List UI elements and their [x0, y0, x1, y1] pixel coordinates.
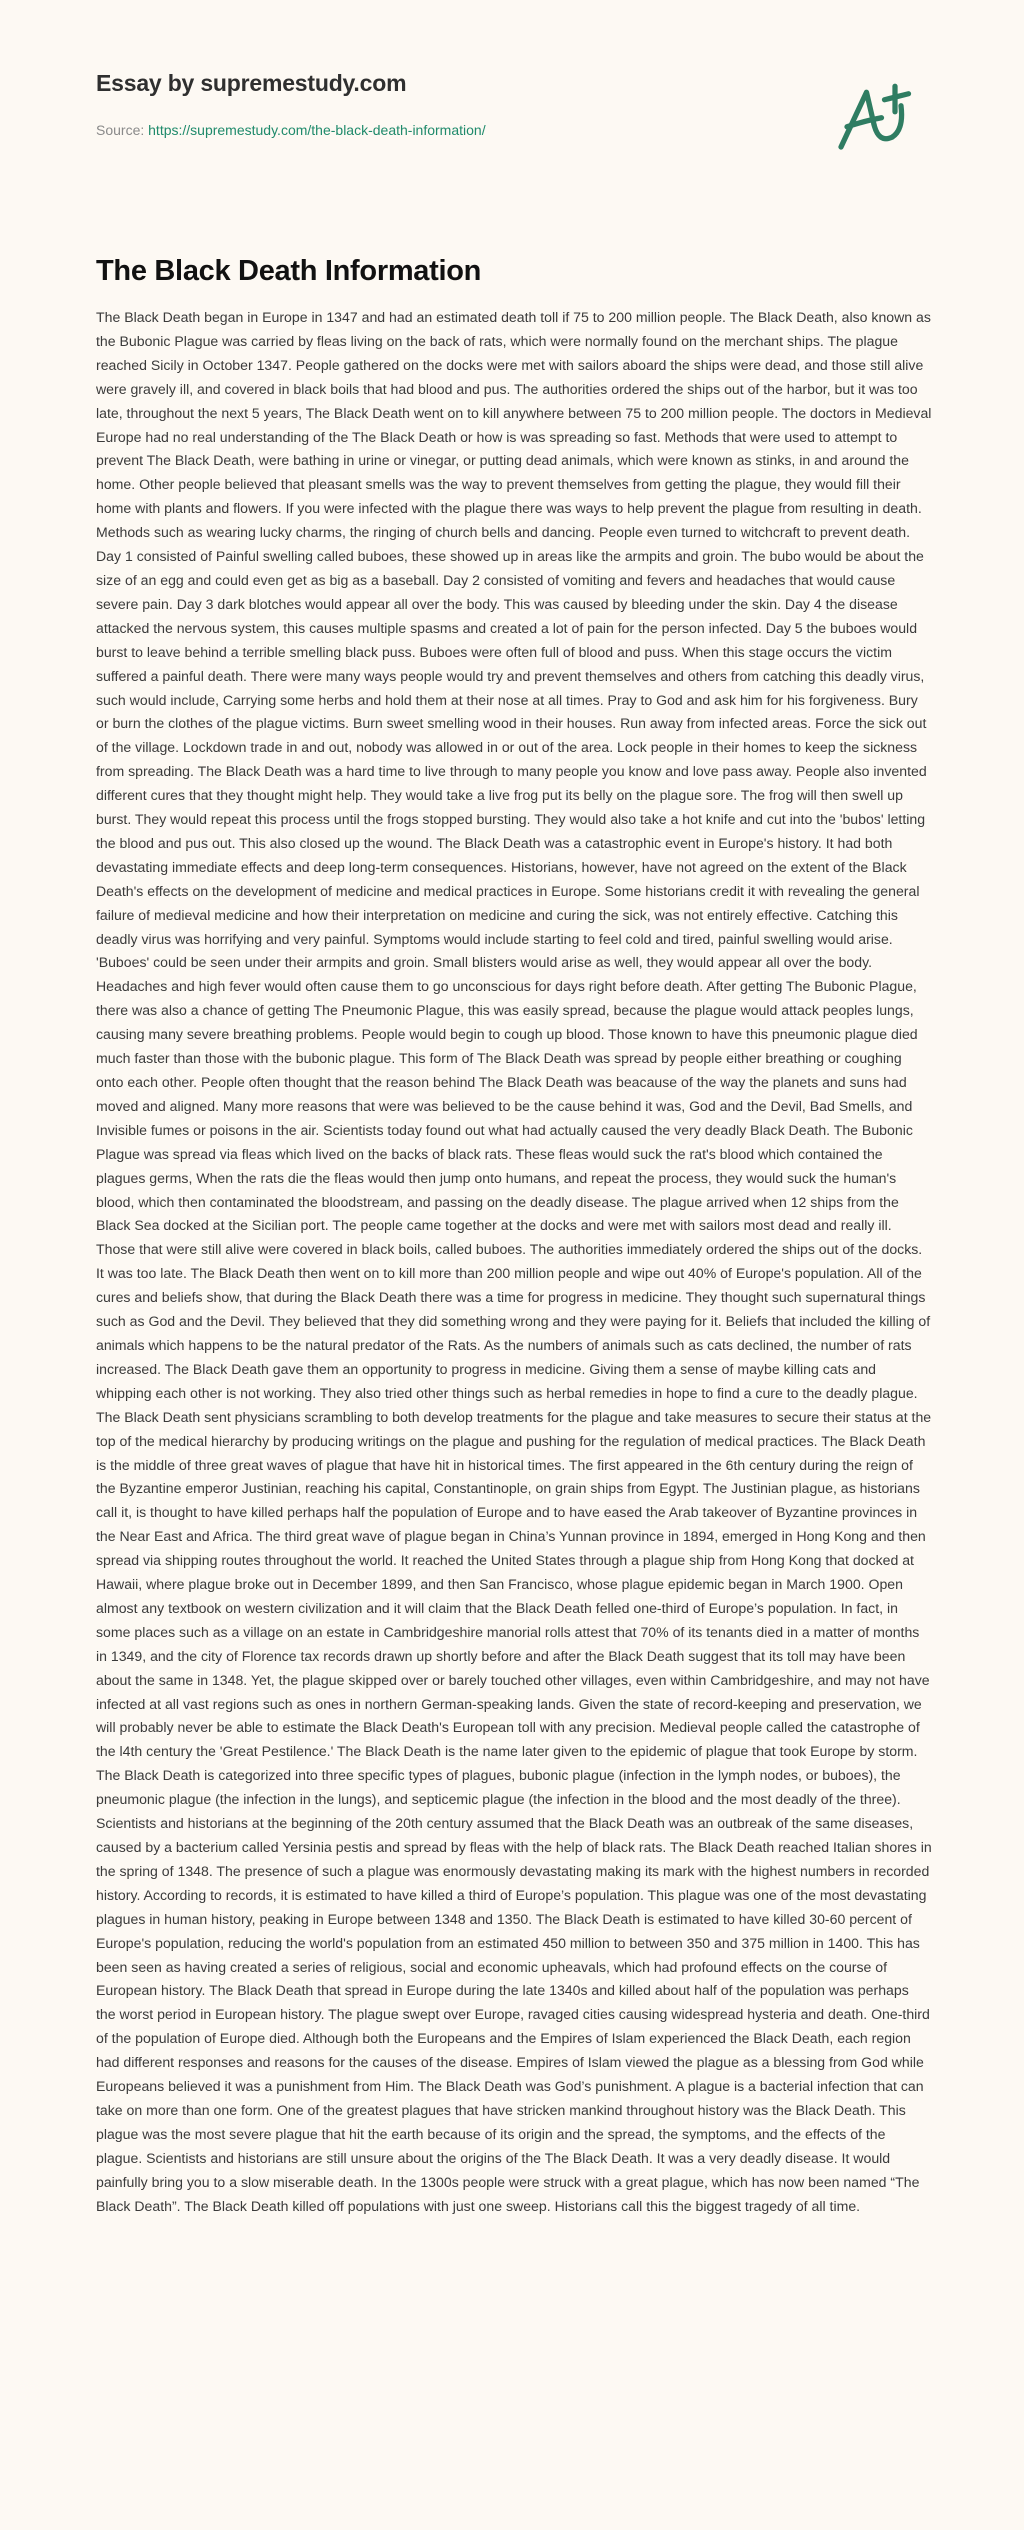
essay-body: The Black Death began in Europe in 1347 and had an estimated death toll if 75 to 200 million people. The Black Death, also known as the Bubonic Plague was carried by fleas living on the back of rats, which were normally found on the merchant ships. The plague reached Sicily in October 1347. People gathered on the docks were met with sailors aboard the ships were dead, and those still alive were gravely ill, and covered in black boils that had blood and pus. The authorities ordered the ships out of the harbor, but it was too late, throughout the next 5 years, The Black Death went on to kill anywhere between 75 to 200 million people. The doctors in Medieval Europe had no real understanding of the The Black Death or how is was spreading so fast. Methods that were used to attempt to prevent The Black Death, were bathing in urine or vinegar, or putting dead animals, which were known as stinks, in and around the home. Other people believed that pleasant smells was the way to prevent themselves from getting the plague, they would fill their home with plants and flowers. If you were infected with the plague there was ways to help prevent the plague from resulting in death. Methods such as wearing lucky charms, the ringing of church bells and dancing. People even turned to witchcraft to prevent death. Day 1 consisted of Painful swelling called buboes, these showed up in areas like the armpits and groin. The bubo would be about the size of an egg and could even get as big as a baseball. Day 2 consisted of vomiting and fevers and headaches that would cause severe pain. Day 3 dark blotches would appear all over the body. This was caused by bleeding under the skin. Day 4 the disease attacked the nervous system, this causes multiple spasms and created a lot of pain for the person infected. Day 5 the buboes would burst to leave behind a terrible smelling black puss. Buboes were often full of blood and puss. When this stage occurs the victim suffered a painful death. There were many ways people would try and prevent themselves and others from catching this deadly virus, such would include, Carrying some herbs and hold them at their nose at all times. Pray to God and ask him for his forgiveness. Bury or burn the clothes of the plague victims. Burn sweet smelling wood in their houses. Run away from infected areas. Force the sick out of the village. Lockdown trade in and out, nobody was allowed in or out of the area. Lock people in their homes to keep the sickness from spreading. The Black Death was a hard time to live through to many people you know and love pass away. People also invented different cures that they thought might help. They would take a live frog put its belly on the plague sore. The frog will then swell up burst. They would repeat this process until the frogs stopped bursting. They would also take a hot knife and cut into the 'bubos' letting the blood and pus out. This also closed up the wound. The Black Death was a catastrophic event in Europe's history. It had both devastating immediate effects and deep long-term consequences. Historians, however, have not agreed on the extent of the Black Death's effects on the development of medicine and medical practices in Europe. Some historians credit it with revealing the general failure of medieval medicine and how their interpretation on medicine and curing the sick, was not entirely effective. Catching this deadly virus was horrifying and very painful. Symptoms would include starting to feel cold and tired, painful swelling would arise. 'Buboes' could be seen under their armpits and groin. Small blisters would arise as well, they would appear all over the body. Headaches and high fever would often cause them to go unconscious for days right before death. After getting The Bubonic Plague, there was also a chance of getting The Pneumonic Plague, this was easily spread, because the plague would attack peoples lungs, causing many severe breathing problems. People would begin to cough up blood. Those known to have this pneumonic plague died much faster than those with the bubonic plague. This form of The Black Death was spread by people either breathing or coughing onto each other. People often thought that the reason behind The Black Death was beacause of the way the planets and suns had moved and aligned. Many more reasons that were was believed to be the cause behind it was, God and the Devil, Bad Smells, and Invisible fumes or poisons in the air. Scientists today found out what had actually caused the very deadly Black Death. The Bubonic Plague was spread via fleas which lived on the backs of black rats. These fleas would suck the rat's blood which contained the plagues germs, When the rats die the fleas would then jump onto humans, and repeat the process, they would suck the human's blood, which then contaminated the bloodstream, and passing on the deadly disease. The plague arrived when 12 ships from the Black Sea docked at the Sicilian port. The people came together at the docks and were met with sailors most dead and really ill. Those that were still alive were covered in black boils, called buboes. The authorities immediately ordered the ships out of the docks. It was too late. The Black Death then went on to kill more than 200 million people and wipe out 40% of Europe's population. All of the cures and beliefs show, that during the Black Death there was a time for progress in medicine. They thought such supernatural things such as God and the Devil. They believed that they did something wrong and they were paying for it. Beliefs that included the killing of animals which happens to be the natural predator of the Rats. As the numbers of animals such as cats declined, the number of rats increased. The Black Death gave them an opportunity to progress in medicine. Giving them a sense of maybe killing cats and whipping each other is not working. They also tried other things such as herbal remedies in hope to find a cure to the deadly plague. The Black Death sent physicians scrambling to both develop treatments for the plague and take measures to secure their status at the top of the medical hierarchy by producing writings on the plague and pushing for the regulation of medical practices. The Black Death is the middle of three great waves of plague that have hit in historical times. The first appeared in the 6th century during the reign of the Byzantine emperor Justinian, reaching his capital, Constantinople, on grain ships from Egypt. The Justinian plague, as historians call it, is thought to have killed perhaps half the population of Europe and to have eased the Arab takeover of Byzantine provinces in the Near East and Africa. The third great wave of plague began in China’s Yunnan province in 1894, emerged in Hong Kong and then spread via shipping routes throughout the world. It reached the United States through a plague ship from Hong Kong that docked at Hawaii, where plague broke out in December 1899, and then San Francisco, whose plague epidemic began in March 1900. Open almost any textbook on western civilization and it will claim that the Black Death felled one-third of Europe’s population. In fact, in some places such as a village on an estate in Cambridgeshire manorial rolls attest that 70% of its tenants died in a matter of months in 1349, and the city of Florence tax records drawn up shortly before and after the Black Death suggest that its toll may have been about the same in 1348. Yet, the plague skipped over or barely touched other villages, even within Cambridgeshire, and may not have infected at all vast regions such as ones in northern German-speaking lands. Given the state of record-keeping and preservation, we will probably never be able to estimate the Black Death's European toll with any precision. Medieval people called the catastrophe of the l4th century the 'Great Pestilence.' The Black Death is the name later given to the epidemic of plague that took Europe by storm. The Black Death is categorized into three specific types of plagues, bubonic plague (infection in the lymph nodes, or buboes), the pneumonic plague (the infection in the lungs), and septicemic plague (the infection in the blood and the most deadly of the three). Scientists and historians at the beginning of the 20th century assumed that the Black Death was an outbreak of the same diseases, caused by a bacterium called Yersinia pestis and spread by fleas with the help of black rats. The Black Death reached Italian shores in the spring of 1348. The presence of such a plague was enormously devastating making its mark with the highest numbers in recorded history. According to records, it is estimated to have killed a third of Europe’s population. This plague was one of the most devastating plagues in human history, peaking in Europe between 1348 and 1350. The Black Death is estimated to have killed 30-60 percent of Europe's population, reducing the world's population from an estimated 450 million to between 350 and 375 million in 1400. This has been seen as having created a series of religious, social and economic upheavals, which had profound effects on the course of European history. The Black Death that spread in Europe during the late 1340s and killed about half of the population was perhaps the worst period in European history. The plague swept over Europe, ravaged cities causing widespread hysteria and death. One-third of the population of Europe died. Although both the Europeans and the Empires of Islam experienced the Black Death, each region had different responses and reasons for the causes of the disease. Empires of Islam viewed the plague as a blessing from God while Europeans believed it was a punishment from Him. The Black Death was God’s punishment. A plague is a bacterial infection that can take on more than one form. One of the greatest plagues that have stricken mankind throughout history was the Black Death. This plague was the most severe plague that hit the earth because of its origin and the spread, the symptoms, and the effects of the plague. Scientists and historians are still unsure about the origins of the The Black Death. It was a very deadly disease. It would painfully bring you to a slow miserable death. In the 1300s people were struck with a great plague, which has now been named “The Black Death”. The Black Death killed off populations with just one sweep. Historians call this the biggest tragedy of all time. [96, 309, 932, 2214]
a-plus-grade-icon [820, 62, 940, 172]
source-link[interactable]: https://supremestudy.com/the-black-death-information/ [148, 122, 486, 138]
source-line [96, 122, 486, 138]
site-header [0, 0, 1024, 230]
site-title: Essay by supremestudy.com [96, 70, 407, 96]
source-label: Source: [96, 122, 145, 138]
essay-title: The Black Death Information [96, 255, 482, 287]
